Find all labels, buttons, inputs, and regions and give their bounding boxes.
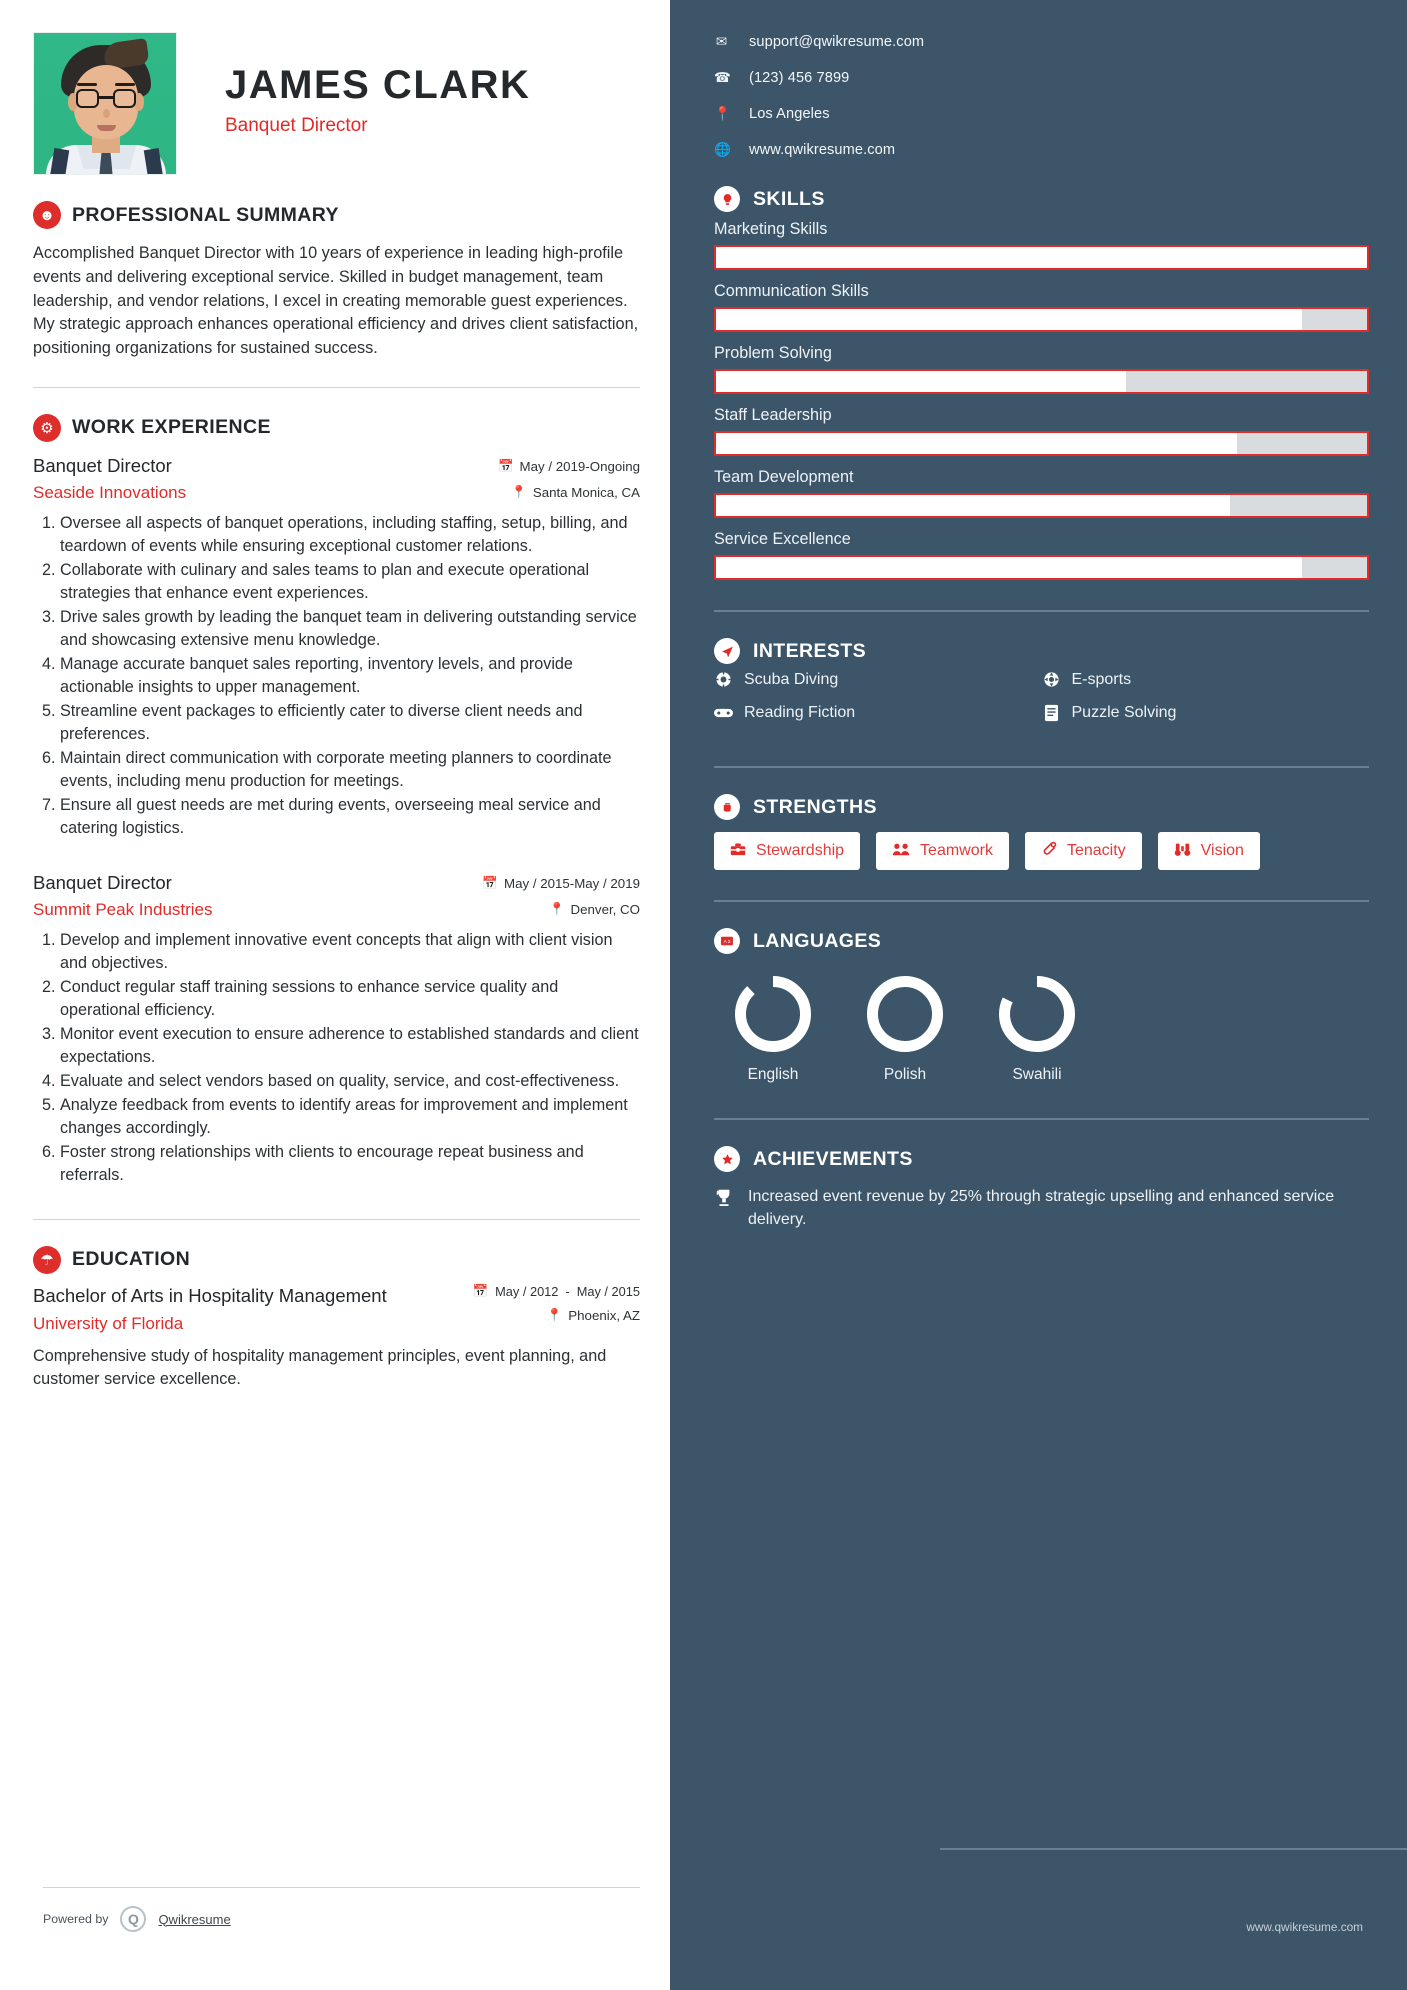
job-title: Banquet Director: [33, 871, 172, 893]
section-achievements: [714, 1146, 1369, 1231]
sidebar-footer: [1246, 1920, 1363, 1934]
page-title: JAMES CLARK: [225, 63, 531, 107]
section-title: EDUCATION: [72, 1248, 191, 1271]
svg-text:A: A: [723, 940, 727, 946]
skill-label: Communication Skills: [714, 282, 869, 300]
globe-icon: 🌐: [714, 142, 731, 157]
skill-progress-bar: [714, 431, 1369, 456]
map-pin-icon: 📍: [548, 901, 565, 916]
skill-item: [714, 406, 1369, 456]
trophy-icon: [714, 1186, 734, 1211]
skill-item: [714, 282, 1369, 332]
contact-list: [714, 34, 1369, 158]
strength-badge: Tenacity: [1025, 832, 1142, 870]
list-item: 6. Foster strong relationships with clients to encourage repeat business and referrals.: [60, 1141, 640, 1187]
list-item: 4. Manage accurate banquet sales reporting, inventory levels, and provide actionable insights to upper management.: [60, 653, 640, 699]
svg-text:Σ: Σ: [727, 940, 731, 946]
section-title: PROFESSIONAL SUMMARY: [72, 203, 339, 226]
section-strengths: [714, 794, 1369, 870]
education-date-start: May / 2012: [495, 1283, 559, 1299]
list-item: 6. Maintain direct communication with corporate meeting planners to coordinate events, including menu production for meetings.: [60, 747, 640, 793]
skill-progress-bar: [714, 369, 1369, 394]
skill-label: Marketing Skills: [714, 220, 828, 238]
calendar-icon: 📅: [482, 875, 498, 890]
divider: [940, 1848, 1407, 1850]
divider: [714, 900, 1369, 902]
calendar-icon: 📅: [472, 1283, 489, 1298]
people-group-icon: [892, 842, 910, 861]
education-degree: Bachelor of Arts in Hospitality Management: [33, 1284, 387, 1306]
job-title: Banquet Director: [33, 454, 172, 476]
divider: [714, 1118, 1369, 1120]
list-item: 5. Streamline event packages to efficiently cater to diverse client needs and preferences.: [60, 700, 640, 746]
qwikresume-link[interactable]: Qwikresume: [158, 1911, 231, 1927]
sidebar-site-url: www.qwikresume.com: [1246, 1920, 1363, 1934]
life-ring-icon: [714, 670, 733, 689]
envelope-icon: ✉: [715, 34, 728, 49]
translate-icon: [714, 928, 740, 954]
skill-item: [714, 220, 1369, 270]
section-header: [33, 201, 640, 229]
achievement-item: Increased event revenue by 25% through strategic upselling and enhanced service delivery.: [714, 1186, 1369, 1231]
esports-icon: [1042, 670, 1061, 689]
strength-badge: Teamwork: [876, 832, 1009, 870]
section-header: [714, 794, 1369, 820]
skill-item: [714, 344, 1369, 394]
skill-label: Staff Leadership: [714, 406, 832, 424]
section-interests: [714, 638, 1369, 736]
star-badge-icon: [714, 1146, 740, 1172]
section-title: SKILLS: [753, 187, 825, 210]
resume-main-column: [0, 0, 670, 1990]
resume-sidebar: [670, 0, 1407, 1990]
education-dates: [473, 1284, 640, 1300]
section-header: [714, 1146, 1369, 1172]
interest-item: Scuba Diving: [714, 670, 1042, 689]
section-title: INTERESTS: [753, 639, 867, 662]
divider: [33, 387, 640, 388]
list-item: 2. Conduct regular staff training sessions to enhance service quality and operational efficiency.: [60, 976, 640, 1022]
location-pin-icon: 📍: [714, 106, 731, 121]
strength-badge: Stewardship: [714, 832, 860, 870]
skill-item: [714, 530, 1369, 580]
list-item: 3. Drive sales growth by leading the banquet team in delivering outstanding service and showcasing extensive menu knowledge.: [60, 606, 640, 652]
list-item: 4. Evaluate and select vendors based on quality, service, and cost-effectiveness.: [60, 1070, 640, 1093]
skill-progress-bar: [714, 245, 1369, 270]
education-date-end: May / 2015: [576, 1283, 640, 1299]
divider: [714, 610, 1369, 612]
lightbulb-icon: [714, 186, 740, 212]
binoculars-icon: [1174, 842, 1191, 861]
skill-label: Team Development: [714, 468, 854, 486]
contact-item-phone[interactable]: ☎ (123) 456 7899: [714, 70, 850, 86]
paper-plane-icon: [714, 638, 740, 664]
puzzle-note-icon: [1042, 703, 1061, 722]
interest-item: Reading Fiction: [714, 703, 1042, 722]
section-header: [33, 414, 640, 442]
list-item: 7. Ensure all guest needs are met during events, overseeing meal service and catering logistics.: [60, 794, 640, 840]
skill-label: Service Excellence: [714, 530, 851, 548]
education-school: University of Florida: [33, 1313, 184, 1333]
section-header: [714, 928, 1369, 954]
list-item: 5. Analyze feedback from events to identify areas for improvement and implement changes accordingly.: [60, 1094, 640, 1140]
section-title: STRENGTHS: [753, 795, 877, 818]
job-dates: 📅 May / 2015-May / 2019: [482, 875, 640, 891]
job-dates: 📅 May / 2019-Ongoing: [497, 458, 640, 474]
language-item: Swahili: [994, 976, 1080, 1084]
calendar-icon: 📅: [497, 458, 514, 473]
contact-item-website[interactable]: 🌐 www.qwikresume.com: [714, 142, 896, 158]
section-title: ACHIEVEMENTS: [753, 1147, 913, 1170]
summary-text: Accomplished Banquet Director with 10 years of experience in leading high-profile events and delivering exceptional service. Skilled in budget management, team leadership, and vendor relations, I excel in creating memorable guest experiences. My strategic approach enhances operational efficiency and drives client satisfaction, positioning organizations for sustained success.: [33, 244, 639, 358]
section-header: [714, 638, 1369, 664]
divider: [714, 766, 1369, 768]
contact-item-email[interactable]: ✉ support@qwikresume.com: [715, 34, 925, 50]
job-company: Seaside Innovations: [33, 482, 187, 502]
skill-progress-bar: [714, 307, 1369, 332]
interest-item: E-sports: [1042, 670, 1370, 689]
language-donut-chart: [867, 976, 943, 1052]
language-donut-chart: [999, 976, 1075, 1052]
list-item: 2. Collaborate with culinary and sales teams to plan and execute operational strategies that enhance event experiences.: [60, 559, 640, 605]
gamepad-icon: [714, 703, 733, 722]
section-professional-summary: [33, 201, 640, 361]
user-circle-icon: ☻: [33, 201, 61, 229]
toolbox-icon: [730, 842, 746, 861]
section-work-experience: [33, 414, 640, 1187]
language-donut-chart: [735, 976, 811, 1052]
skill-progress-bar: [714, 555, 1369, 580]
job-location: 📍 Santa Monica, CA: [511, 484, 640, 500]
phone-icon: ☎: [714, 70, 731, 85]
list-item: 1. Develop and implement innovative event concepts that align with client vision and objectives.: [60, 929, 640, 975]
map-pin-icon: 📍: [546, 1307, 563, 1322]
contact-item-location: 📍 Los Angeles: [714, 106, 830, 122]
language-item: English: [730, 976, 816, 1084]
briefcase-badge-icon: ⚙: [33, 414, 61, 442]
divider: [43, 1887, 640, 1888]
resume-header: [33, 32, 640, 175]
language-item: Polish: [862, 976, 948, 1084]
fist-icon: [714, 794, 740, 820]
divider: [33, 1219, 640, 1220]
section-header: [33, 1246, 640, 1274]
work-entry: [33, 455, 640, 840]
section-title: LANGUAGES: [753, 929, 882, 952]
list-item: 3. Monitor event execution to ensure adherence to established standards and client expectations.: [60, 1023, 640, 1069]
paperclip-icon: [1041, 841, 1057, 861]
page-footer: [43, 1887, 640, 1932]
interest-item: Puzzle Solving: [1042, 703, 1370, 722]
job-bullet-list: [60, 929, 640, 1187]
list-item: 1. Oversee all aspects of banquet operations, including staffing, setup, billing, and teardown of events while ensuring exceptional customer relations.: [60, 512, 640, 558]
job-location: 📍 Denver, CO: [548, 901, 640, 917]
job-bullet-list: [60, 512, 640, 840]
education-description: Comprehensive study of hospitality management principles, event planning, and customer service excellence.: [33, 1346, 607, 1389]
job-company: Summit Peak Industries: [33, 899, 213, 919]
job-role-subtitle: Banquet Director: [225, 115, 368, 136]
strength-badge: Vision: [1158, 832, 1260, 870]
section-header: [714, 186, 1369, 212]
skill-label: Problem Solving: [714, 344, 832, 362]
graduate-badge-icon: ☂: [33, 1246, 61, 1274]
education-location: 📍 Phoenix, AZ: [546, 1307, 640, 1323]
qwikresume-logo-icon: Q: [120, 1906, 146, 1932]
skill-progress-bar: [714, 493, 1369, 518]
section-languages: [714, 928, 1369, 1084]
section-skills: [714, 186, 1369, 580]
date-separator: -: [565, 1283, 570, 1299]
work-entry: [33, 872, 640, 1187]
profile-photo: [33, 32, 177, 175]
section-education: [33, 1246, 640, 1392]
section-title: WORK EXPERIENCE: [72, 416, 271, 439]
map-pin-icon: 📍: [511, 484, 527, 499]
powered-by-label: Powered by: [43, 1912, 109, 1926]
skill-item: [714, 468, 1369, 518]
